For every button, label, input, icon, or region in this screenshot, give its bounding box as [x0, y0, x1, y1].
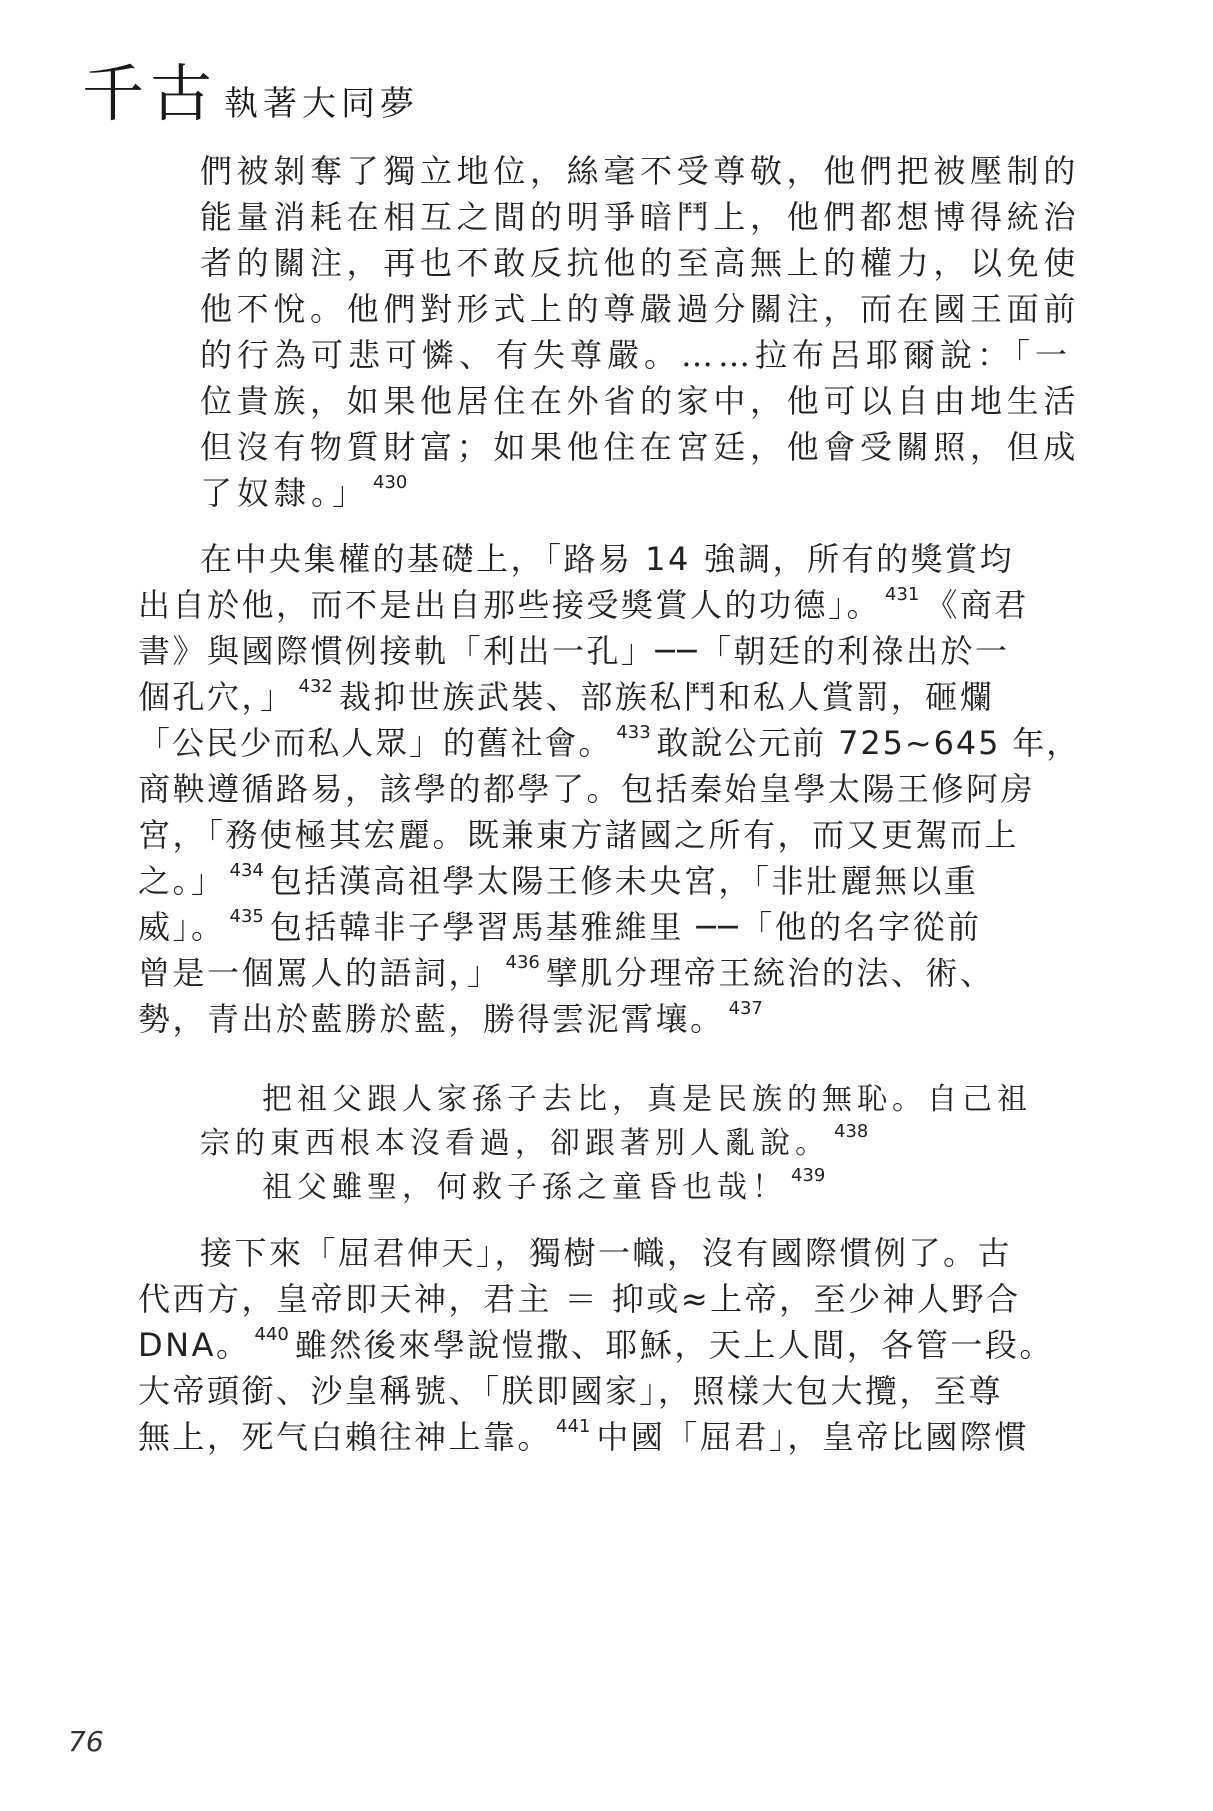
footnote-ref: 440	[254, 1323, 289, 1345]
quote-line: 的行為可悲可憐、有失尊嚴。……拉布呂耶爾說：「一	[200, 336, 1073, 374]
body-line: 在中央集權的基礎上，「路易 14 強調，所有的獎賞均	[200, 540, 1015, 578]
body-line	[138, 902, 982, 948]
footnote-ref: 432	[298, 675, 333, 697]
quote-line: 能量消耗在相互之間的明爭暗鬥上，他們都想博得統治	[200, 198, 1081, 236]
body-text: 曾是一個罵人的語詞，」	[138, 954, 502, 992]
body-line	[138, 1320, 1054, 1366]
footnote-ref: 430	[373, 471, 408, 493]
quote-line: 位貴族，如果他居住在外省的家中，他可以自由地生活	[200, 382, 1081, 420]
footnote-ref: 434	[229, 859, 264, 881]
quote-line: 們被剝奪了獨立地位，絲毫不受尊敬，他們把被壓制的	[200, 152, 1081, 190]
body-text: 「公民少而私人眾」的舊社會。	[138, 724, 613, 762]
book-title-main: 千古	[82, 57, 219, 130]
quote-line	[200, 1118, 874, 1162]
quote-text: 宗的東西根本沒看過，卻跟著別人亂說。	[200, 1126, 830, 1161]
body-line	[138, 1412, 1029, 1458]
footnote-ref: 439	[791, 1164, 826, 1186]
book-title-subtitle: 執著大同夢	[224, 84, 420, 124]
body-text: 之。」	[138, 862, 226, 900]
quote-line: 但沒有物質財富；如果他住在宮廷，他會受關照，但成	[200, 428, 1081, 466]
body-text: 包括韓非子學習馬基雅維里 ──「他的名字從前	[269, 908, 982, 946]
footnote-ref: 435	[229, 905, 264, 927]
body-line	[138, 580, 1029, 626]
footnote-ref: 437	[728, 997, 763, 1019]
quote-text: 祖父雖聖，何救子孫之童昏也哉！	[262, 1170, 787, 1205]
quote-line: 他不悅。他們對形式上的尊嚴過分關注，而在國王面前	[200, 290, 1081, 328]
body-text: 個孔穴，」	[138, 678, 295, 716]
body-line	[138, 672, 994, 718]
body-line	[138, 994, 769, 1040]
body-text: DNA。	[138, 1326, 251, 1364]
body-text: 擘肌分理帝王統治的法、術、	[545, 954, 995, 992]
footnote-ref: 436	[505, 951, 540, 973]
quote-line: 把祖父跟人家孫子去比，真是民族的無恥。自己祖	[262, 1082, 1032, 1117]
body-line: 大帝頭銜、沙皇稱號、「朕即國家」，照樣大包大攬，至尊	[138, 1372, 1004, 1410]
body-text: 威」。	[138, 908, 226, 946]
quote-line	[200, 468, 413, 514]
body-text: 《商君	[925, 586, 1029, 624]
body-line: 宮，「務使極其宏麗。既兼東方諸國之所有，而又更駕而上	[138, 816, 1020, 854]
quote-line: 者的關注，再也不敢反抗他的至高無上的權力，以免使	[200, 244, 1081, 282]
footnote-ref: 433	[616, 721, 651, 743]
quote-line	[262, 1162, 831, 1206]
running-header	[82, 44, 419, 133]
body-text: 裁抑世族武裝、部族私鬥和私人賞罰，砸爛	[338, 678, 995, 716]
footnote-ref: 441	[556, 1415, 591, 1437]
body-text: 敢說公元前 725~645 年，	[656, 724, 1081, 762]
body-line: 商鞅遵循路易，該學的都學了。包括秦始皇學太陽王修阿房	[138, 770, 1036, 808]
body-text: 中國「屈君」，皇帝比國際慣	[596, 1418, 1029, 1456]
footnote-ref: 438	[834, 1120, 869, 1142]
body-line	[138, 856, 978, 902]
body-text: 雖然後來學說愷撒、耶穌，天上人間，各管一段。	[294, 1326, 1054, 1364]
body-line: 書》與國際慣例接軌「利出一孔」──「朝廷的利祿出於一	[138, 632, 1010, 670]
body-line	[138, 718, 1080, 764]
body-text: 勢，青出於藍勝於藍，勝得雲泥霄壤。	[138, 1000, 725, 1038]
body-text: 出自於他，而不是出自那些接受獎賞人的功德」。	[138, 586, 882, 624]
body-text: 包括漢高祖學太陽王修未央宮，「非壯麗無以重	[269, 862, 979, 900]
footnote-ref: 431	[885, 583, 920, 605]
quote-text: 了奴隸。」	[200, 474, 370, 512]
body-text: 無上，死气白賴往神上靠。	[138, 1418, 553, 1456]
page-number: 76	[68, 1725, 104, 1758]
body-line	[138, 948, 994, 994]
body-line: 代西方，皇帝即天神，君主 ＝ 抑或≈上帝，至少神人野合	[138, 1280, 1021, 1318]
body-line: 接下來「屈君伸天」，獨樹一幟，沒有國際慣例了。古	[200, 1234, 1013, 1272]
